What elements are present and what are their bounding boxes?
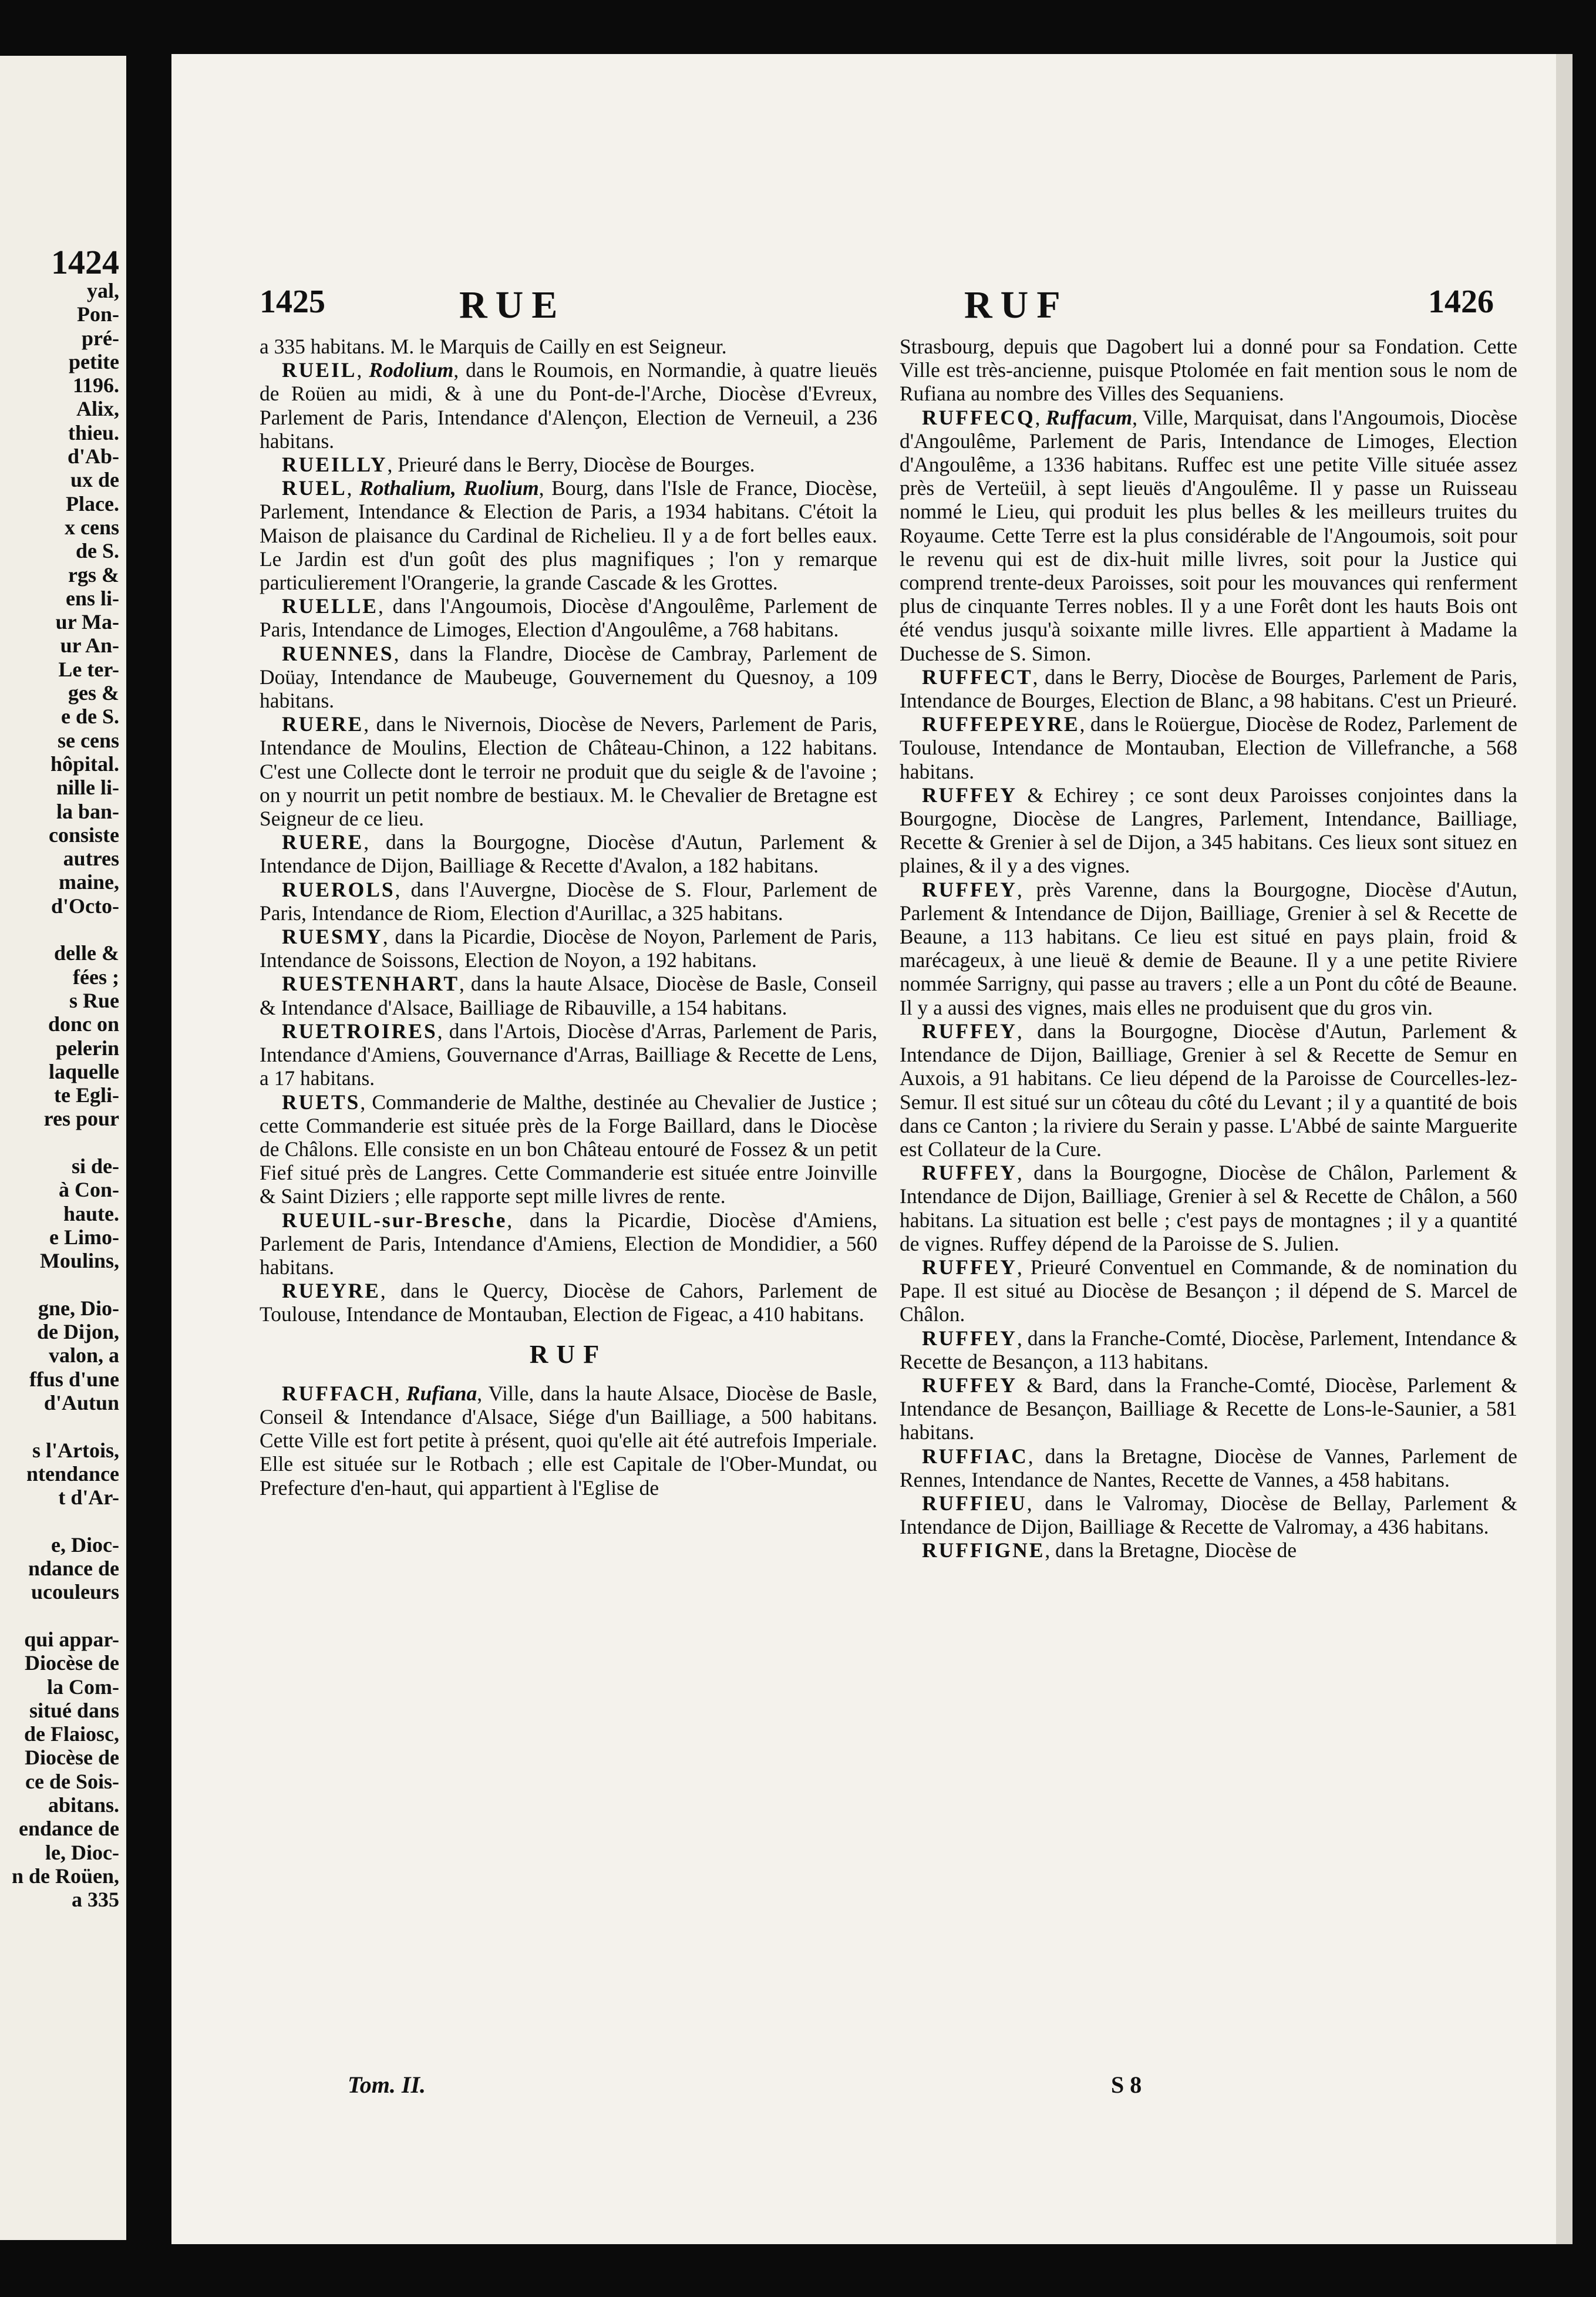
page xyxy=(171,54,1556,2244)
dictionary-entry xyxy=(900,1373,1517,1444)
facing-page-line: nille li- xyxy=(56,776,119,800)
facing-page-line: situé dans xyxy=(29,1698,119,1722)
dictionary-entry xyxy=(900,712,1517,783)
entry-headword: RUEIL xyxy=(282,358,357,382)
facing-page-line: Le ter- xyxy=(58,657,119,681)
dictionary-entry xyxy=(900,1538,1517,1562)
facing-page-line: consiste xyxy=(49,823,119,847)
dictionary-entry xyxy=(900,878,1517,1019)
facing-page-line: ndance de xyxy=(28,1557,119,1581)
entry-headword: RUENNES xyxy=(282,641,394,665)
entry-headword: RUEL xyxy=(282,476,347,500)
facing-page-fragment xyxy=(0,56,126,2240)
right-running-head: RUF xyxy=(964,284,1069,326)
entry-body: , dans le Valromay, Diocèse de Bellay, Parlement & Intendance de Dijon, Bailliage & Recette de Valromay, a 436 habitans. xyxy=(900,1491,1517,1539)
facing-page-line: à Con- xyxy=(58,1178,119,1202)
facing-page-line: thieu. xyxy=(68,420,119,444)
entry-headword: RUFFIEU xyxy=(922,1491,1027,1515)
facing-page-line: a 335 xyxy=(72,1888,119,1912)
facing-page-text xyxy=(12,279,119,1911)
entry-body: a 335 habitans. M. le Marquis de Cailly en est Seigneur. xyxy=(260,335,727,358)
entry-headword: RUEYRE xyxy=(282,1279,381,1303)
tome-label: Tom. II. xyxy=(348,2072,426,2098)
entry-body: Strasbourg, depuis que Dagobert lui a donné pour sa Fondation. Cette Ville est très-ancienne, puisque Ptolomée en fait mention sous le nom de Rufiana au nombre des Villes des Sequaniens. xyxy=(900,335,1517,406)
entry-headword: RUFFEY xyxy=(922,877,1017,901)
entry-body: , dans l'Angoumois, Diocèse d'Angoulême, Parlement de Paris, Intendance de Limoges, Election d'Angoulême, a 768 habitans. xyxy=(260,594,877,642)
facing-page-line: Diocèse de xyxy=(25,1651,119,1675)
facing-page-line: ux de xyxy=(70,468,119,492)
facing-page-line: fées ; xyxy=(73,965,119,989)
right-page-number: 1426 xyxy=(1428,284,1494,320)
facing-page-line: endance de xyxy=(19,1817,119,1841)
signature-mark: S 8 xyxy=(1111,2072,1142,2098)
facing-page-line: Diocèse de xyxy=(25,1746,119,1770)
entry-body: , dans le Quercy, Diocèse de Cahors, Parlement de Toulouse, Intendance de Montauban, Election de Figeac, a 410 habitans. xyxy=(260,1279,877,1326)
dictionary-entry xyxy=(260,642,877,713)
facing-page-line: rgs & xyxy=(68,563,119,587)
entry-body: , Bourg, dans l'Isle de France, Diocèse, Parlement, Intendance & Election de Paris, a 1934 habitans. C'étoit la Maison de plaisance du Cardinal de Richelieu. Il y a de fort belles eaux. Le Jardin est d'un goût des plus magnifiques ; l'on y remarque particulierement l'Orangerie, la grande Cascade & les Grottes. xyxy=(260,476,878,595)
facing-page-line: ur Ma- xyxy=(55,610,119,634)
entry-headword: RUFFIGNE xyxy=(922,1538,1045,1562)
entry-headword: RUEROLS xyxy=(282,877,395,901)
dictionary-entry xyxy=(900,1019,1517,1161)
facing-page-line: de Dijon, xyxy=(36,1320,119,1344)
facing-page-line: ntendance xyxy=(26,1461,119,1486)
dictionary-entry xyxy=(260,1090,877,1208)
facing-page-line: valon, a xyxy=(48,1343,119,1368)
entry-headword: RUFFEY xyxy=(922,1255,1017,1279)
facing-page-line xyxy=(12,1414,119,1438)
dictionary-entry xyxy=(260,972,877,1019)
facing-page-line: Place. xyxy=(66,491,119,516)
facing-page-line: laquelle xyxy=(48,1059,119,1083)
facing-page-line: de S. xyxy=(75,539,119,563)
facing-page-line: te Egli- xyxy=(54,1083,119,1107)
entry-headword: RUEUIL-sur-Bresche xyxy=(282,1208,507,1232)
facing-page-line: s l'Artois, xyxy=(32,1438,119,1462)
facing-page-line: 1196. xyxy=(72,373,119,398)
dictionary-entry xyxy=(260,712,877,830)
facing-page-line: qui appar- xyxy=(24,1627,119,1651)
entry-body: , Ville, Marquisat, dans l'Angoumois, Diocèse d'Angoulême, Parlement de Paris, Intendance de Limoges, Election d'Angoulême, a 1336 habitans. Ruffec est une petite Ville située assez près de Verteüil, à sept lieuës d'Angoulême. Il y passe un Ruisseau nommé le Lieu, qui produit les plus belles & les meilleurs truites du Royaume. Cette Terre est la plus considérable de l'Angoumois, soit pour le revenu qui est de dix-huit mille livres, soit pour la Justice qui comprend trente-deux Paroisses, soit pour les mouvances qui renferment plus de cinquante Terres nobles. Il y a une Forêt dont les hauts Bois ont été vendus jusqu'à soixante mille livres. Elle appartient à Madame la Duchesse de S. Simon. xyxy=(900,405,1517,665)
facing-page-line: ucouleurs xyxy=(31,1580,119,1604)
dictionary-entry: RUEL, Rothalium, Ruolium, Bourg, dans l'Isle de France, Diocèse, Parlement, Intendance & Election de Paris, a 1934 habitans. C'étoit la Maison de plaisance du Cardinal de Richelieu. Il y a de fort belles eaux. Le Jardin est d'un goût des plus magnifiques ; l'on y remarque particulierement l'Orangerie, la grande Cascade & les Grottes. xyxy=(260,476,878,595)
entry-body: , dans la Bretagne, Diocèse de xyxy=(1045,1538,1297,1562)
entry-body: , dans le Berry, Diocèse de Bourges, Parlement de Paris, Intendance de Bourges, Election de Blanc, a 98 habitans. C'est un Prieuré. xyxy=(900,665,1517,713)
entry-body: , dans la Franche-Comté, Diocèse, Parlement, Intendance & Recette de Besançon, a 113 habitans. xyxy=(900,1326,1517,1373)
facing-page-line: d'Autun xyxy=(43,1390,119,1414)
entry-headword: RUFFECT xyxy=(922,665,1033,689)
entry-headword: RUETS xyxy=(282,1090,361,1114)
dictionary-entry: RUEIL, Rodolium, dans le Roumois, en Normandie, à quatre lieuës de Roüen au midi, & à une du Pont-de-l'Arche, Diocèse d'Evreux, Parlement de Paris, Intendance d'Alençon, Election de Verneuil, a 236 habitans. xyxy=(260,358,878,453)
facing-page-line: Alix, xyxy=(76,397,119,421)
left-column xyxy=(260,335,877,1500)
entry-body: , dans le Nivernois, Diocèse de Nevers, Parlement de Paris, Intendance de Moulins, Election de Château-Chinon, a 122 habitans. C'est une Collecte dont le terroir ne produit que du seigle & de l'avoine ; on y nourrit un petit nombre de bestiaux. M. le Chevalier de Bretagne est Seigneur de ce lieu. xyxy=(260,712,877,831)
entry-latin-name: Rothalium, Ruolium xyxy=(359,476,539,500)
facing-page-line: e Limo- xyxy=(49,1225,119,1249)
dictionary-entry xyxy=(260,594,877,641)
facing-page-line: le, Dioc- xyxy=(45,1840,119,1864)
facing-page-line: Pon- xyxy=(77,302,119,326)
facing-page-line: la ban- xyxy=(56,799,119,823)
entry-body: , dans la Bourgogne, Diocèse d'Autun, Parlement & Intendance de Dijon, Bailliage & Recette d'Avalon, a 182 habitans. xyxy=(260,830,877,878)
entry-body: , dans le Roumois, en Normandie, à quatre lieuës de Roüen au midi, & à une du Pont-de-l'Arche, Diocèse d'Evreux, Parlement de Paris, Intendance d'Alençon, Election de Verneuil, a 236 habitans. xyxy=(260,358,878,453)
entry-headword: RUESMY xyxy=(282,925,383,949)
facing-page-line: se cens xyxy=(58,728,119,752)
facing-page-line: la Com- xyxy=(47,1675,119,1699)
facing-page-line xyxy=(12,918,119,941)
facing-page-line: s Rue xyxy=(69,988,119,1012)
right-column xyxy=(900,335,1517,1562)
section-heading: RUF xyxy=(529,1339,608,1369)
dictionary-entry xyxy=(260,335,877,358)
entry-body: , dans la haute Alsace, Diocèse de Basle, Conseil & Intendance d'Alsace, Bailliage de Ribauville, a 154 habitans. xyxy=(260,972,877,1019)
dictionary-entry xyxy=(900,1444,1517,1491)
facing-page-line: res pour xyxy=(43,1107,119,1131)
facing-page-line: pré- xyxy=(82,326,119,350)
left-running-head: RUE xyxy=(459,284,566,326)
entry-body: , Prieuré Conventuel en Commande, & de nomination du Pape. Il est situé au Diocèse de Besançon ; il dépend de S. Marcel de Châlon. xyxy=(900,1255,1517,1326)
entry-headword: RUELLE xyxy=(282,594,378,618)
facing-page-line: maine, xyxy=(59,870,119,894)
dictionary-entry: RUFFACH, Rufiana, Ville, dans la haute Alsace, Diocèse de Basle, Conseil & Intendance d'Alsace, Siége d'un Bailliage, a 500 habitans. Cette Ville est fort petite à présent, quoi qu'elle ait été autrefois Imperiale. Elle est située sur le Rotbach ; elle est Capitale de l'Ober-Mundat, ou Prefecture d'en-haut, qui appartient à l'Eglise de xyxy=(260,1381,877,1500)
facing-page-line: d'Octo- xyxy=(51,894,119,918)
facing-page-line xyxy=(12,1131,119,1154)
facing-page-line: de Flaiosc, xyxy=(24,1722,119,1746)
entry-body: , Ville, dans la haute Alsace, Diocèse de Basle, Conseil & Intendance d'Alsace, Siége d'un Bailliage, a 500 habitans. Cette Ville est fort petite à présent, quoi qu'elle ait été autrefois Imperiale. Elle est située sur le Rotbach ; elle est Capitale de l'Ober-Mundat, ou Prefecture d'en-haut, qui appartient à l'Eglise de xyxy=(260,1381,877,1500)
dictionary-entry xyxy=(900,1255,1517,1326)
facing-page-line: ges & xyxy=(68,681,119,705)
entry-latin-name: Rodolium xyxy=(369,358,454,382)
dictionary-entry xyxy=(260,1208,877,1279)
facing-page-line: hôpital. xyxy=(50,752,119,776)
dictionary-entry xyxy=(260,878,877,925)
facing-page-line: haute. xyxy=(63,1201,119,1225)
entry-headword: RUFFEPEYRE xyxy=(922,712,1080,736)
dictionary-entry: RUFFECQ, Ruffacum, Ville, Marquisat, dans l'Angoumois, Diocèse d'Angoulême, Parlement de Paris, Intendance de Limoges, Election d'Angoulême, a 1336 habitans. Ruffec est une petite Ville située assez près de Verteüil, à sept lieuës d'Angoulême. Il y passe un Ruisseau nommé le Lieu, qui produit les plus belles & les meilleurs truites du Royaume. Cette Terre est la plus considérable de l'Angoumois, soit pour le revenu qui est de dix-huit mille livres, soit pour la Justice qui comprend trente-deux Paroisses, soit pour les mouvances qui renferment plus de cinquante Terres nobles. Il y a une Forêt dont les hauts Bois ont été vendus jusqu'à soixante mille livres. Elle appartient à Madame la Duchesse de S. Simon. xyxy=(900,405,1517,665)
entry-body: , dans la Bourgogne, Diocèse d'Autun, Parlement & Intendance de Dijon, Bailliage, Grenier à sel & Recette de Semur en Auxois, a 91 habitans. Ce lieu dépend de la Paroisse de Courcelles-lez-Semur. Il est situé sur un côteau du côté du Levant ; il y a quantité de bois dans ce Canton ; la riviere du Serain y passe. L'Abbé de sainte Marguerite est Collateur de la Cure. xyxy=(900,1019,1517,1161)
entry-headword: RUESTENHART xyxy=(282,972,460,996)
entry-body: , dans la Flandre, Diocèse de Cambray, Parlement de Doüay, Intendance de Maubeuge, Gouvernement du Quesnoy, a 109 habitans. xyxy=(260,641,877,713)
facing-page-line: petite xyxy=(69,349,119,373)
entry-latin-name: Ruffacum xyxy=(1045,405,1133,429)
left-page-number: 1425 xyxy=(260,284,325,320)
facing-page-line: yal, xyxy=(86,279,119,302)
entry-body: , dans l'Artois, Diocèse d'Arras, Parlement de Paris, Intendance d'Amiens, Gouvernance d'Arras, Bailliage & Recette de Lens, a 17 habitans. xyxy=(260,1019,877,1090)
entry-body: , dans la Picardie, Diocèse de Noyon, Parlement de Paris, Intendance de Soissons, Election de Noyon, a 192 habitans. xyxy=(260,925,877,972)
facing-page-line: e, Dioc- xyxy=(51,1533,119,1557)
entry-headword: RUERE xyxy=(282,830,364,854)
dictionary-entry xyxy=(260,1019,877,1090)
entry-body: , Commanderie de Malthe, destinée au Chevalier de Justice ; cette Commanderie est située près de la Forge Baillard, dans le Diocèse de Châlons. Elle consiste en un bon Château entouré de Fossez & un petit Fief situé près de Langres. Cette Commanderie est située entre Joinville & Saint Diziers ; elle rapporte sept mille livres de rente. xyxy=(260,1090,877,1208)
facing-page-line: delle & xyxy=(54,941,119,965)
facing-page-line: t d'Ar- xyxy=(58,1486,119,1510)
entry-headword: RUETROIRES xyxy=(282,1019,437,1043)
facing-page-line: si de- xyxy=(72,1154,119,1178)
entry-body: , dans la Bourgogne, Diocèse de Châlon, Parlement & Intendance de Dijon, Bailliage, Grenier à sel & Recette de Châlon, a 560 habitans. La situation est belle ; c'est pays de montagnes ; il y a quantité de vignes. Ruffey dépend de la Paroisse de S. Julien. xyxy=(900,1161,1517,1255)
entry-body: , dans la Bretagne, Diocèse de Vannes, Parlement de Rennes, Intendance de Nantes, Recette de Vannes, a 458 habitans. xyxy=(900,1444,1517,1491)
facing-page-line: n de Roüen, xyxy=(11,1864,119,1888)
facing-page-line: abitans. xyxy=(48,1793,119,1817)
facing-page-line: donc on xyxy=(48,1012,119,1036)
entry-body: , près Varenne, dans la Bourgogne, Diocèse d'Autun, Parlement & Intendance de Dijon, Bailliage, Grenier à sel & Recette de Beaune, a 113 habitans. Ce lieu est situé en pays plain, froid & marécageux, à une lieuë & demie de Beaune. Il y a une petite Riviere nommée Sarrigny, qui passe au travers ; elle a un Pont du côté de Beaune. Il y a aussi des vignes, mais elles ne produisent que du gros vin. xyxy=(900,877,1517,1019)
dictionary-entry xyxy=(260,925,877,972)
facing-page-line: e de S. xyxy=(61,705,119,729)
entry-headword: RUFFEY xyxy=(922,1161,1017,1185)
entry-headword: RUFFACH xyxy=(282,1381,395,1405)
entry-body: , Prieuré dans le Berry, Diocèse de Bourges. xyxy=(387,453,755,477)
facing-page-line: Moulins, xyxy=(39,1249,119,1273)
entry-headword: RUERE xyxy=(282,712,364,736)
facing-page-line: ffus d'une xyxy=(29,1367,119,1391)
dictionary-entry xyxy=(260,1279,877,1326)
dictionary-entry xyxy=(900,1161,1517,1255)
entry-body: , dans l'Auvergne, Diocèse de S. Flour, Parlement de Paris, Intendance de Riom, Election d'Aurillac, a 325 habitans. xyxy=(260,877,877,925)
facing-page-line: gne, Dio- xyxy=(38,1296,119,1320)
facing-page-line: autres xyxy=(63,847,119,871)
facing-page-line xyxy=(12,1604,119,1628)
entry-headword: RUFFEY xyxy=(922,783,1017,807)
facing-page-line: ur An- xyxy=(60,634,119,658)
entry-headword: RUFFEY xyxy=(922,1373,1017,1397)
entry-body: , dans le Roüergue, Diocèse de Rodez, Parlement de Toulouse, Intendance de Montauban, Election de Villefranche, a 568 habitans. xyxy=(900,712,1517,783)
entry-headword: RUFFECQ xyxy=(922,405,1035,429)
entry-latin-name: Rufiana xyxy=(406,1381,477,1405)
page-edge xyxy=(1556,54,1573,2244)
facing-page-line: pelerin xyxy=(56,1036,119,1060)
entry-body: , dans la Picardie, Diocèse d'Amiens, Parlement de Paris, Intendance d'Amiens, Election de Mondidier, a 560 habitans. xyxy=(260,1208,877,1279)
facing-page-line xyxy=(12,1272,119,1296)
dictionary-entry xyxy=(900,665,1517,712)
entry-headword: RUEILLY xyxy=(282,453,388,477)
entry-body: & Bard, dans la Franche-Comté, Diocèse, Parlement & Intendance de Besançon, Bailliage & Recette de Lons-le-Saunier, a 581 habitans. xyxy=(900,1373,1517,1444)
dictionary-entry xyxy=(900,783,1517,878)
facing-page-line: ens li- xyxy=(65,586,119,610)
facing-page-line: x cens xyxy=(65,515,119,539)
facing-page-line xyxy=(12,1509,119,1533)
entry-headword: RUFFEY xyxy=(922,1019,1017,1043)
entry-body: & Echirey ; ce sont deux Paroisses conjointes dans la Bourgogne, Diocèse de Langres, Parlement, Intendance, Bailliage, Recette & Grenier à sel de Dijon, a 345 habitans. Ces lieux sont situez en plaines, & il y a des vignes. xyxy=(900,783,1517,878)
facing-page-line: d'Ab- xyxy=(67,444,119,469)
facing-page-number: 1424 xyxy=(51,243,119,281)
dictionary-entry xyxy=(900,1326,1517,1373)
facing-page-line: ce de Sois- xyxy=(25,1769,119,1793)
dictionary-entry xyxy=(260,453,877,476)
dictionary-entry xyxy=(900,335,1517,406)
dictionary-entry xyxy=(260,830,877,877)
entry-headword: RUFFIAC xyxy=(922,1444,1028,1468)
entry-headword: RUFFEY xyxy=(922,1326,1017,1350)
dictionary-entry xyxy=(900,1491,1517,1538)
